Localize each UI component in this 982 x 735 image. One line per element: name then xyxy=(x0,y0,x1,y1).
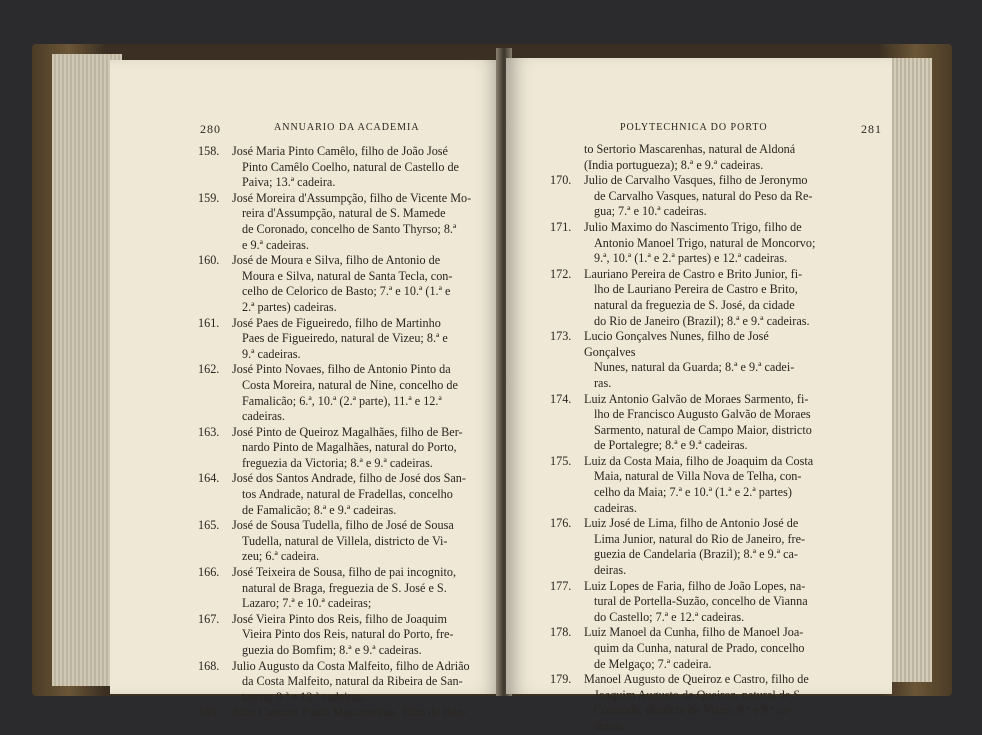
entry-line: Luiz Manoel da Cunha, filho de Manoel Joa- xyxy=(584,625,804,640)
entry-line: natural de Braga, freguezia de S. José e S. xyxy=(242,580,447,595)
left-running-head: ANNUARIO DA ACADEMIA xyxy=(274,122,420,133)
entry-line: lho de Francisco Augusto Galvão de Moraes xyxy=(594,407,811,422)
entry xyxy=(550,672,822,734)
entry xyxy=(550,454,822,516)
entry-number: 175. xyxy=(550,453,572,468)
entry-line: Cosmade, districto de Vizeu; 8.ª e 9.ª ca- xyxy=(594,703,793,718)
entry xyxy=(550,625,822,672)
entry-line: deiras. xyxy=(594,563,627,578)
entry-number: 161. xyxy=(198,315,220,330)
entry-line: natural da freguezia de S. José, da cidade xyxy=(594,297,795,312)
entry-line: do Castello; 7.ª e 12.ª cadeiras. xyxy=(594,609,745,624)
entry xyxy=(198,518,494,565)
continuation-text xyxy=(550,142,822,173)
entry-number: 168. xyxy=(198,658,220,673)
entry-line: tarem; 9.ª e 12.ª cadeiras. xyxy=(242,689,365,704)
entry-number: 177. xyxy=(550,578,572,593)
entry-number: 171. xyxy=(550,219,572,234)
entry-line: zeu; 6.ª cadeira. xyxy=(242,549,320,564)
right-header xyxy=(620,122,882,136)
entry-line: e 9.ª cadeiras. xyxy=(242,237,309,252)
entry xyxy=(198,425,494,472)
entry-line: 2.ª partes) cadeiras. xyxy=(242,299,337,314)
entry xyxy=(198,144,494,191)
entry-number: 176. xyxy=(550,516,572,531)
entry-number: 178. xyxy=(550,625,572,640)
right-running-head: POLYTECHNICA DO PORTO xyxy=(620,122,768,133)
entry-line: de Carvalho Vasques, natural do Peso da Re- xyxy=(594,188,813,203)
entry-line: Moura e Silva, natural de Santa Tecla, con- xyxy=(242,268,453,283)
entry-line: Luiz da Costa Maia, filho de Joaquim da Costa xyxy=(584,453,814,468)
entry-line: cadeiras. xyxy=(242,409,285,424)
entry xyxy=(550,579,822,626)
entry xyxy=(550,329,822,391)
left-entries xyxy=(198,144,494,721)
entry-line: Famalicão; 6.ª, 10.ª (2.ª parte), 11.ª e 12.ª xyxy=(242,393,442,408)
entry-line: José de Moura e Silva, filho de Antonio de xyxy=(232,253,441,268)
entry xyxy=(198,471,494,518)
entry-line: de Melgaço; 7.ª cadeira. xyxy=(594,656,712,671)
entry-number: 159. xyxy=(198,190,220,205)
entry-line: Costa Moreira, natural de Nine, concelho de xyxy=(242,377,458,392)
entry-line: de Famalicão; 8.ª e 9.ª cadeiras. xyxy=(242,502,397,517)
entry-line: Paes de Figueiredo, natural de Vizeu; 8.ª e xyxy=(242,331,448,346)
entry-line: Luiz Lopes de Faria, filho de João Lopes, na- xyxy=(584,578,806,593)
entry-line: celho de Celorico de Basto; 7.ª e 10.ª (1.ª e xyxy=(242,284,451,299)
entry-line: lho de Lauriano Pereira de Castro e Brito, xyxy=(594,282,798,297)
entry-line: Maia, natural de Villa Nova de Telha, con- xyxy=(594,469,802,484)
entry-line: Antonio Manoel Trigo, natural de Moncorvo; xyxy=(594,235,816,250)
entry-line: Luiz Antonio Galvão de Moraes Sarmento, fi- xyxy=(584,391,809,406)
entry-line: celho da Maia; 7.ª e 10.ª (1.ª e 2.ª partes) xyxy=(594,485,792,500)
entry-number: 172. xyxy=(550,266,572,281)
entry-number: 179. xyxy=(550,672,572,687)
entry-number: 170. xyxy=(550,173,572,188)
entry-line: da Costa Malfeito, natural da Ribeira de San- xyxy=(242,674,463,689)
entry-number: 158. xyxy=(198,144,220,158)
entry-line: Luiz José de Lima, filho de Antonio José de xyxy=(584,516,799,531)
entry xyxy=(198,565,494,612)
entry xyxy=(550,392,822,454)
entry-line: de Coronado, concelho de Santo Thyrso; 8.ª xyxy=(242,221,457,236)
entry-line: José Maria Pinto Camêlo, filho de João José xyxy=(232,144,448,158)
entry-number: 167. xyxy=(198,611,220,626)
entry-line: José Moreira d'Assumpção, filho de Vicente Mo- xyxy=(232,190,472,205)
continuation-line: (India portugueza); 8.ª e 9.ª cadeiras. xyxy=(584,157,764,172)
entry-number: 162. xyxy=(198,362,220,377)
entry-line: Manoel Augusto de Queiroz e Castro, filho de xyxy=(584,672,809,687)
entry-line: José de Sousa Tudella, filho de José de Sousa xyxy=(232,518,454,533)
entry-line: Lazaro; 7.ª e 10.ª cadeiras; xyxy=(242,596,372,611)
entry-line: deiras. xyxy=(594,718,627,733)
entry-line: tos Andrade, natural de Fradellas, concelho xyxy=(242,487,453,502)
entry-line: Julio Caetano Paulo Mascarenhas, filho de Ben- xyxy=(232,705,467,720)
entry-line: José Pinto de Queiroz Magalhães, filho de Ber- xyxy=(232,424,463,439)
entry-line: tural de Portella-Suzão, concelho de Vianna xyxy=(594,594,808,609)
entry-line: Julio Augusto da Costa Malfeito, filho de Adrião xyxy=(232,658,470,673)
entry-line: de Portalegre; 8.ª e 9.ª cadeiras. xyxy=(594,438,748,453)
entry-line: ras. xyxy=(594,375,612,390)
entry-line: guezia do Bomfim; 8.ª e 9.ª cadeiras. xyxy=(242,643,422,657)
entry xyxy=(198,191,494,253)
entry xyxy=(198,253,494,315)
entry xyxy=(198,316,494,363)
entry-number: 174. xyxy=(550,391,572,406)
entry-number: 169. xyxy=(198,705,220,720)
entry-line: José Pinto Novaes, filho de Antonio Pinto da xyxy=(232,362,451,377)
entry-line: 9.ª, 10.ª (1.ª e 2.ª partes) e 12.ª cadeiras. xyxy=(594,251,788,266)
entry-line: Tudella, natural de Villela, districto de Vi- xyxy=(242,533,448,548)
entry xyxy=(550,220,822,267)
left-page xyxy=(110,60,502,720)
entry-line: José Teixeira de Sousa, filho de pai incognito, xyxy=(232,565,457,580)
entry-line: José dos Santos Andrade, filho de José dos San- xyxy=(232,471,466,486)
entry-line: 9.ª cadeiras. xyxy=(242,346,301,361)
continuation-line: to Sertorio Mascarenhas, natural de Aldoná xyxy=(584,142,796,156)
entry-line: Sarmento, natural de Campo Maior, districto xyxy=(594,422,812,437)
entry-line: Lima Junior, natural do Rio de Janeiro, fre- xyxy=(594,531,806,546)
entry-line: nardo Pinto de Magalhães, natural do Porto, xyxy=(242,440,457,455)
entry-line: Nunes, natural da Guarda; 8.ª e 9.ª cadei- xyxy=(594,360,795,375)
entry xyxy=(550,267,822,329)
entry xyxy=(550,516,822,578)
entry-line: Julio Maximo do Nascimento Trigo, filho de xyxy=(584,219,802,234)
right-page xyxy=(506,58,892,733)
entry-line: guezia de Candelaria (Brazil); 8.ª e 9.ª ca- xyxy=(594,547,798,562)
entry-number: 165. xyxy=(198,518,220,533)
entry-number: 163. xyxy=(198,424,220,439)
entry-line: Lucio Gonçalves Nunes, filho de José Gonçalves xyxy=(584,329,769,359)
left-page-number: 280 xyxy=(200,122,221,136)
entry-line: Pinto Camêlo Coelho, natural de Castello de xyxy=(242,159,459,174)
entry xyxy=(198,705,494,721)
entry xyxy=(198,612,494,659)
entry-number: 166. xyxy=(198,565,220,580)
entry-line: José Vieira Pinto dos Reis, filho de Joaquim xyxy=(232,611,448,626)
entry-line: Joaquim Augusto de Queiroz, natural de S. xyxy=(594,687,804,702)
right-page-number: 281 xyxy=(861,122,882,136)
entry-line: Julio de Carvalho Vasques, filho de Jeronymo xyxy=(584,173,808,188)
entry xyxy=(198,659,494,706)
entry-line: Vieira Pinto dos Reis, natural do Porto, fre- xyxy=(242,627,454,642)
entry-line: do Rio de Janeiro (Brazil); 8.ª e 9.ª cadeiras. xyxy=(594,313,810,328)
entry xyxy=(198,362,494,424)
entry-line: reira d'Assumpção, natural de S. Mamede xyxy=(242,206,446,221)
entry-line: quim da Cunha, natural de Prado, concelho xyxy=(594,641,805,655)
entry-number: 164. xyxy=(198,471,220,486)
entry xyxy=(550,173,822,220)
entry-line: gua; 7.ª e 10.ª cadeiras. xyxy=(594,204,707,219)
entry-line: freguezia da Victoria; 8.ª e 9.ª cadeiras. xyxy=(242,455,433,470)
entry-number: 173. xyxy=(550,329,572,344)
entry-line: José Paes de Figueiredo, filho de Martinho xyxy=(232,315,441,330)
entry-number: 160. xyxy=(198,253,220,268)
right-entries xyxy=(550,142,822,735)
entry-line: Paiva; 13.ª cadeira. xyxy=(242,175,336,190)
entry-line: Lauriano Pereira de Castro e Brito Junior, fi- xyxy=(584,266,803,281)
left-header xyxy=(200,122,490,137)
entry-line: cadeiras. xyxy=(594,500,637,515)
